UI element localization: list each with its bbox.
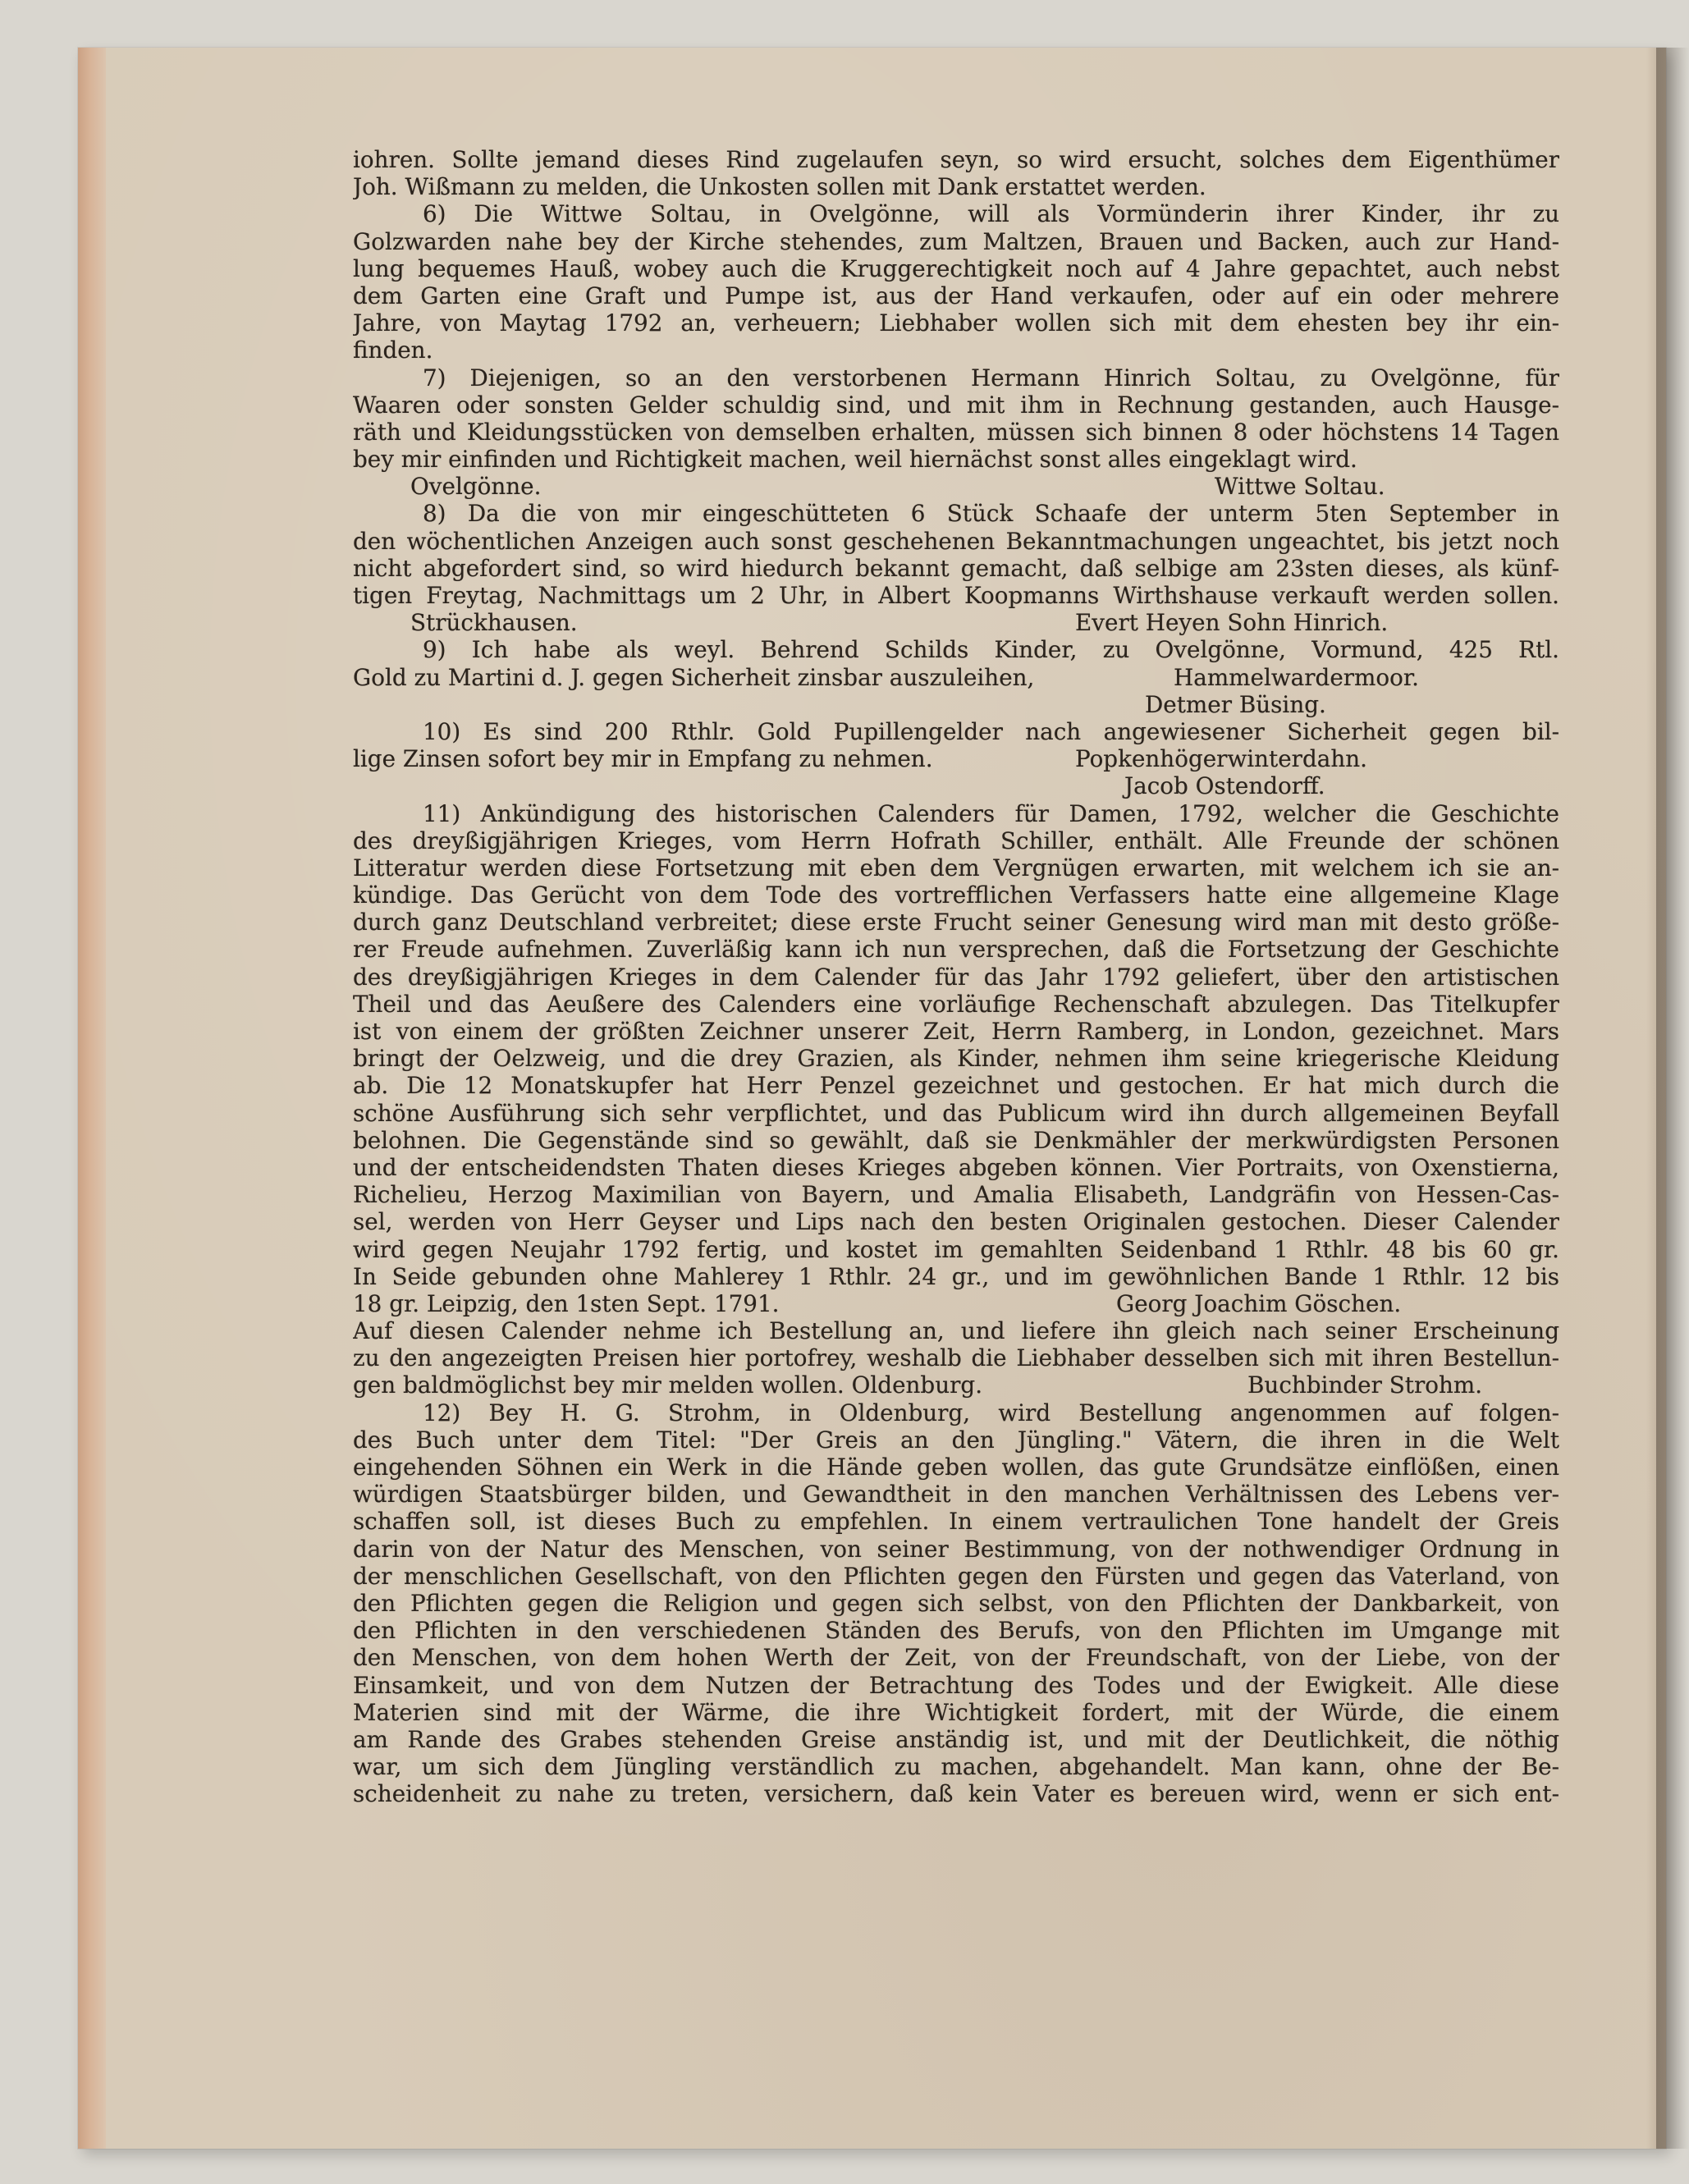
text-line: sel, werden von Herr Geyser und Lips nach den besten Originalen gestochen. Dieser Calender: [353, 1208, 1559, 1236]
text-line: und der entscheidendsten Thaten dieses Krieges abgeben können. Vier Portraits, von Oxenstierna,: [353, 1153, 1559, 1181]
text-line: tigen Freytag, Nachmittags um 2 Uhr, in Albert Koopmanns Wirthshause verkauft werden sollen.: [353, 582, 1559, 609]
text-line: durch ganz Deutschland verbreitet; diese erste Frucht seiner Genesung wird man mit desto größe-: [353, 909, 1559, 936]
text-fragment: 18 gr. Leipzig, den 1sten Sept. 1791.: [353, 1289, 780, 1317]
text-line: schöne Ausführung sich sehr verpflichtet, und das Publicum wird ihn durch allgemeinen Beyfall: [353, 1099, 1559, 1127]
text-line: des Buch unter dem Titel: "Der Greis an den Jüngling." Vätern, die ihren in die Welt: [353, 1426, 1559, 1454]
text-line: Joh. Wißmann zu melden, die Unkosten sollen mit Dank erstattet werden.: [353, 173, 1206, 201]
signature-line: [353, 691, 1559, 718]
place-name: Hammelwardermoor.: [1174, 663, 1419, 691]
text-line: Richelieu, Herzog Maximilian von Bayern, und Amalia Elisabeth, Landgräfin von Hessen-Cas-: [353, 1181, 1559, 1209]
text-line: zu den angezeigten Preisen hier portofrey, weshalb die Liebhaber desselben sich mit ihren Bestellun-: [353, 1344, 1559, 1372]
printed-text-block: [353, 146, 1559, 1902]
text-line: den Menschen, von dem hohen Werth der Zeit, von der Freundschaft, von der Liebe, von der: [353, 1644, 1559, 1672]
text-line: belohnen. Die Gegenstände sind so gewählt, daß sie Denkmähler der merkwürdigsten Personen: [353, 1126, 1559, 1154]
text-fragment: gen baldmöglichst bey mir melden wollen. Oldenburg.: [353, 1371, 983, 1399]
signatory: Georg Joachim Göschen.: [1116, 1289, 1402, 1317]
text-line: Jahre, von Maytag 1792 an, verheuern; Liebhaber wollen sich mit dem ehesten bey ihr ein-: [353, 309, 1559, 337]
signatory: Evert Heyen Sohn Hinrich.: [1075, 609, 1389, 637]
text-line: den wöchentlichen Anzeigen auch sonst geschehenen Bekanntmachungen ungeachtet, bis jetzt noch: [353, 527, 1559, 555]
text-line: dem Garten eine Graft und Pumpe ist, aus der Hand verkaufen, oder auf ein oder mehrere: [353, 282, 1559, 309]
text-line: rer Freude aufnehmen. Zuverläßig kann ich nun versprechen, daß die Fortsetzung der Geschichte: [353, 936, 1559, 964]
text-line: Waaren oder sonsten Gelder schuldig sind, und mit ihm in Rechnung gestanden, auch Hausge-: [353, 391, 1559, 419]
signatory: Detmer Büsing.: [1145, 690, 1326, 718]
place-name: Strückhausen.: [410, 609, 578, 637]
text-line: räth und Kleidungsstücken von demselben erhalten, müssen sich binnen 8 oder höchstens 14 Tagen: [353, 418, 1559, 446]
text-line: 7) Diejenigen, so an den verstorbenen Hermann Hinrich Soltau, zu Ovelgönne, für: [423, 364, 1559, 391]
text-line: ab. Die 12 Monatskupfer hat Herr Penzel gezeichnet und gestochen. Er hat mich durch die: [353, 1072, 1559, 1100]
text-line: der menschlichen Gesellschaft, von den Pflichten gegen den Fürsten und gegen das Vaterland, von: [353, 1562, 1559, 1590]
text-line: finden.: [353, 337, 433, 364]
text-line: Theil und das Aeußere des Calenders eine vorläufige Rechenschaft abzulegen. Das Titelkupfer: [353, 990, 1559, 1018]
text-line: Auf diesen Calender nehme ich Bestellung an, und liefere ihn gleich nach seiner Erscheinung: [353, 1317, 1559, 1345]
text-line: In Seide gebunden ohne Mahlerey 1 Rthlr. 24 gr., und im gewöhnlichen Bande 1 Rthlr. 12 bis: [353, 1262, 1559, 1290]
text-fragment: Gold zu Martini d. J. gegen Sicherheit zinsbar auszuleihen,: [353, 663, 1035, 691]
text-line: kündige. Das Gerücht von dem Tode des vortrefflichen Verfassers hatte eine allgemeine Klage: [353, 881, 1559, 909]
place-name: Ovelgönne.: [410, 473, 542, 501]
text-line: Golzwarden nahe bey der Kirche stehendes, zum Maltzen, Brauen und Backen, auch zur Hand-: [353, 227, 1559, 255]
signature-line: [353, 473, 1559, 500]
text-line: des dreyßigjährigen Krieges in dem Calender für das Jahr 1792 geliefert, über den artistischen: [353, 963, 1559, 991]
text-line: 11) Ankündigung des historischen Calenders für Damen, 1792, welcher die Geschichte: [423, 799, 1559, 827]
text-line: iohren. Sollte jemand dieses Rind zugelaufen seyn, so wird ersucht, solches dem Eigenthümer: [353, 146, 1559, 173]
text-line: [353, 745, 1559, 772]
text-line: 12) Bey H. G. Strohm, in Oldenburg, wird Bestellung angenommen auf folgen-: [423, 1399, 1559, 1426]
signature-line: [353, 772, 1559, 799]
text-line: lung bequemes Hauß, wobey auch die Kruggerechtigkeit noch auf 4 Jahre gepachtet, auch nebst: [353, 254, 1559, 282]
text-line: schaffen soll, ist dieses Buch zu empfehlen. In einem vertraulichen Tone handelt der Greis: [353, 1508, 1559, 1536]
signatory: Jacob Ostendorff.: [1124, 772, 1325, 800]
text-line: am Rande des Grabes stehenden Greise anständig ist, und mit der Deutlichkeit, die nöthig: [353, 1725, 1559, 1753]
signatory: Buchbinder Strohm.: [1247, 1371, 1483, 1399]
signatory: Wittwe Soltau.: [1215, 473, 1385, 501]
text-line: den Pflichten in den verschiedenen Ständen des Berufs, von den Pflichten im Umgange mit: [353, 1617, 1559, 1645]
text-line: wird gegen Neujahr 1792 fertig, und kostet im gemahlten Seidenband 1 Rthlr. 48 bis 60 gr.: [353, 1235, 1559, 1263]
text-line: ist von einem der größten Zeichner unserer Zeit, Herrn Ramberg, in London, gezeichnet. Mars: [353, 1018, 1559, 1045]
text-line: nicht abgefordert sind, so wird hiedurch bekannt gemacht, daß selbige am 23sten dieses, als künf-: [353, 554, 1559, 582]
text-line: eingehenden Söhnen ein Werk in die Hände geben wollen, das gute Grundsätze einflößen, einen: [353, 1454, 1559, 1481]
text-line: Materien sind mit der Wärme, die ihre Wichtigkeit fordert, mit der Würde, die einem: [353, 1698, 1559, 1726]
text-line: 10) Es sind 200 Rthlr. Gold Pupillengelder nach angewiesener Sicherheit gegen bil-: [423, 717, 1559, 745]
binding-shadow: [1656, 48, 1689, 2149]
text-line: 9) Ich habe als weyl. Behrend Schilds Kinder, zu Ovelgönne, Vormund, 425 Rtl.: [423, 636, 1559, 664]
text-line: 8) Da die von mir eingeschütteten 6 Stück Schaafe der unterm 5ten September in: [423, 500, 1559, 528]
text-line: bringt der Oelzweig, und die drey Grazien, als Kinder, nehmen ihm seine kriegerische Kleidung: [353, 1045, 1559, 1073]
text-line: Einsamkeit, und von dem Nutzen der Betrachtung des Todes und der Ewigkeit. Alle diese: [353, 1671, 1559, 1699]
text-line: den Pflichten gegen die Religion und gegen sich selbst, von den Pflichten der Dankbarkeit, von: [353, 1589, 1559, 1617]
page-edge: [78, 48, 106, 2149]
text-line: darin von der Natur des Menschen, von seiner Bestimmung, von der nothwendiger Ordnung in: [353, 1535, 1559, 1563]
text-line: Litteratur werden diese Fortsetzung mit eben dem Vergnügen erwarten, mit welchem ich sie an-: [353, 854, 1559, 881]
text-line: bey mir einfinden und Richtigkeit machen, weil hiernächst sonst alles eingeklagt wird.: [353, 446, 1357, 474]
place-name: Popkenhögerwinterdahn.: [1075, 745, 1367, 773]
text-line: 6) Die Wittwe Soltau, in Ovelgönne, will als Vormünderin ihrer Kinder, ihr zu: [423, 200, 1559, 228]
signature-line: [353, 609, 1559, 636]
text-line: würdigen Staatsbürger bilden, und Gewandtheit in den manchen Verhältnissen des Lebens ver-: [353, 1481, 1559, 1509]
text-line: war, um sich dem Jüngling verständlich zu machen, abgehandelt. Man kann, ohne der Be-: [353, 1753, 1559, 1781]
text-line: des dreyßigjährigen Krieges, vom Herrn Hofrath Schiller, enthält. Alle Freunde der schönen: [353, 826, 1559, 854]
text-fragment: lige Zinsen sofort bey mir in Empfang zu nehmen.: [353, 745, 933, 773]
text-line: [353, 1290, 1559, 1317]
text-line: [353, 1371, 1559, 1399]
text-line: scheidenheit zu nahe zu treten, versichern, daß kein Vater es bereuen wird, wenn er sich ent-: [353, 1780, 1559, 1808]
text-line: [353, 664, 1559, 691]
